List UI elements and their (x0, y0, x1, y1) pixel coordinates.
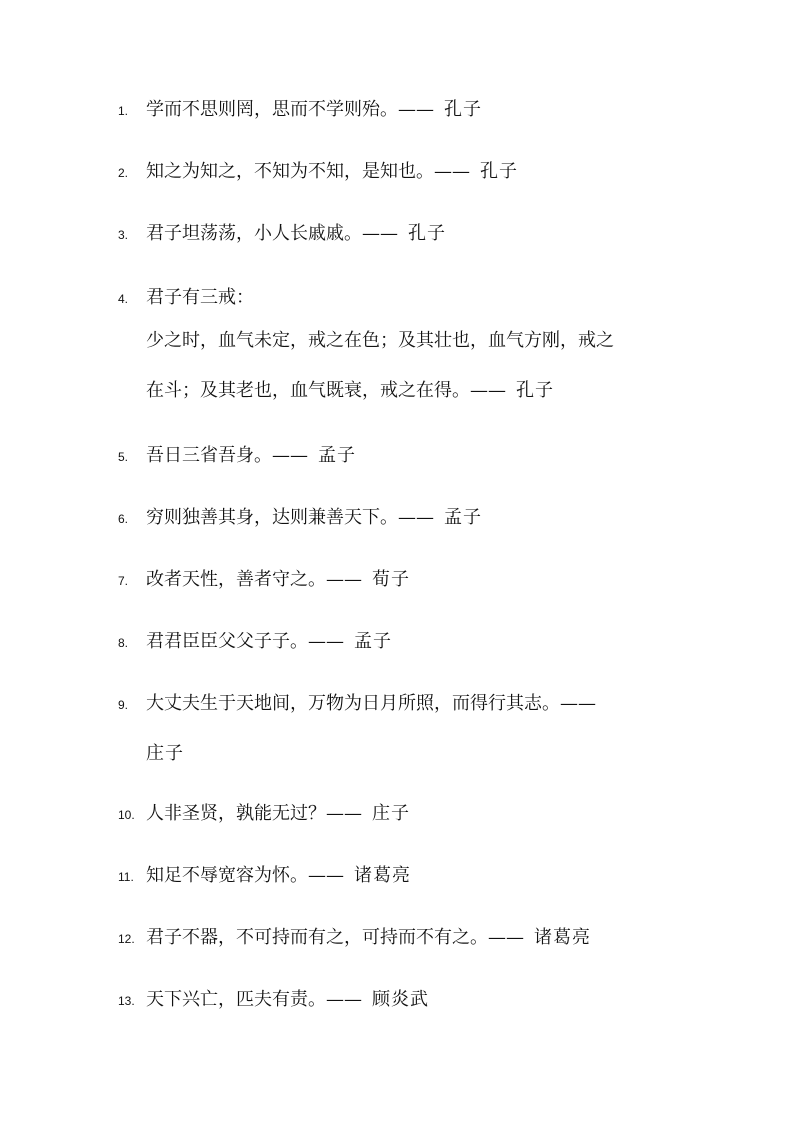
quote-item-8 (118, 627, 718, 657)
quote-author: 孔子 (480, 161, 518, 182)
quote-author: 孔子 (444, 99, 482, 120)
quote-continuation: 在斗；及其老也，血气既衰，戒之在得。—— (146, 380, 506, 401)
quote-number: 12. (118, 932, 135, 946)
quote-number: 13. (118, 994, 135, 1008)
quote-number: 11. (118, 870, 134, 884)
quote-text: 大丈夫生于天地间，万物为日月所照，而得行其志。—— (146, 693, 596, 714)
quote-text: 君子不器，不可持而有之，可持而不有之。—— (146, 927, 524, 948)
quote-text: 学而不思则罔，思而不学则殆。—— (146, 99, 434, 120)
quote-item-13 (118, 985, 718, 1015)
quote-continuation: 少之时，血气未定，戒之在色；及其壮也，血气方刚，戒之 (146, 330, 614, 351)
quote-item-3 (118, 219, 718, 249)
quote-item-6 (118, 503, 718, 533)
quote-number: 1. (118, 104, 129, 118)
quote-author: 顾炎武 (372, 989, 429, 1010)
quote-number: 3. (118, 228, 129, 242)
quote-text: 天下兴亡，匹夫有责。—— (146, 989, 362, 1010)
quote-author: 荀子 (372, 569, 410, 590)
quote-text: 穷则独善其身，达则兼善天下。—— (146, 507, 434, 528)
quote-number: 8. (118, 636, 129, 650)
quote-text: 知之为知之，不知为不知，是知也。—— (146, 161, 470, 182)
quote-text: 君子坦荡荡，小人长戚戚。—— (146, 223, 398, 244)
quote-item-7 (118, 565, 718, 595)
quote-number: 7. (118, 574, 129, 588)
quote-item-12 (118, 923, 718, 953)
quote-author: 孔子 (516, 380, 554, 401)
quote-text: 君君臣臣父父子子。—— (146, 631, 344, 652)
quote-number: 10. (118, 808, 135, 822)
quote-number: 4. (118, 292, 129, 306)
quote-author: 孟子 (354, 631, 392, 652)
quote-item-9 (118, 689, 718, 769)
quote-author: 孟子 (444, 507, 482, 528)
quote-item-5 (118, 441, 718, 471)
quote-text: 人非圣贤，孰能无过？—— (146, 803, 362, 824)
quote-item-10 (118, 799, 718, 829)
quote-item-1 (118, 95, 718, 125)
quote-author: 庄子 (372, 803, 410, 824)
quote-number: 6. (118, 512, 129, 526)
quote-item-4 (118, 283, 718, 406)
quote-item-11 (118, 861, 718, 891)
quote-author: 诸葛亮 (354, 865, 411, 886)
quote-author: 孔子 (408, 223, 446, 244)
quote-number: 5. (118, 450, 129, 464)
quote-number: 2. (118, 166, 129, 180)
quote-text: 吾日三省吾身。—— (146, 445, 308, 466)
quote-number: 9. (118, 698, 129, 712)
quote-author: 庄子 (146, 743, 184, 764)
quote-text: 君子有三戒： (146, 287, 254, 308)
quote-item-2 (118, 157, 718, 187)
quote-text: 改者天性，善者守之。—— (146, 569, 362, 590)
quote-text: 知足不辱宽容为怀。—— (146, 865, 344, 886)
quote-author: 诸葛亮 (534, 927, 591, 948)
quote-author: 孟子 (318, 445, 356, 466)
